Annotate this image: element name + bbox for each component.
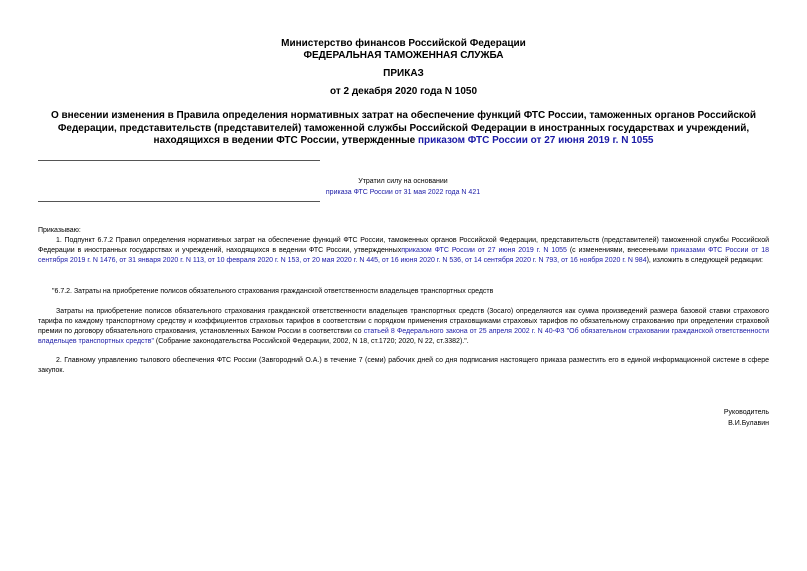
header-block	[0, 38, 807, 62]
signature-block	[569, 407, 769, 429]
document-title	[38, 110, 769, 148]
divider-top	[38, 160, 320, 161]
ministry-name: Министерство финансов Российской Федерации	[281, 38, 526, 49]
paragraph-1	[38, 236, 769, 266]
divider-bottom	[38, 201, 320, 202]
signer-role: Руководитель	[723, 409, 769, 416]
p1-text-c: ), изложить в следующей редакции:	[646, 257, 763, 264]
quote-title: "6.7.2. Затраты на приобретение полисов обязательного страхования гражданской ответственности владельцев транспортных средств	[52, 288, 494, 295]
order-word: Приказываю:	[38, 227, 81, 234]
p1-text-b: (с изменениями, внесенными	[566, 247, 671, 254]
order-type: ПРИКАЗ	[383, 68, 424, 79]
repeal-text: Утратил силу на основании	[358, 178, 448, 185]
quote-paragraph	[38, 307, 769, 347]
p1-text-a: 1. Подпункт 6.7.2 Правил определения нормативных затрат на обеспечение функций ФТС России, таможенных органов Российской Федерации, представительств (представителей) таможенной службы Российской Федерации в иностранных государствах и учреждений, находящихся в ведении ФТС России, утвержденных	[38, 237, 769, 254]
quote-text-b: (Собрание законодательства Российской Федерации, 2002, N 18, ст.1720; 2020, N 22, ст.3382).".	[153, 338, 469, 345]
title-order-link[interactable]: приказом ФТС России от 27 июня 2019 г. N 1055	[417, 135, 654, 146]
service-name: ФЕДЕРАЛЬНАЯ ТАМОЖЕННАЯ СЛУЖБА	[303, 50, 504, 61]
repeal-note	[180, 176, 626, 198]
title-text: О внесении изменения в Правила определения нормативных затрат на обеспечение функций ФТС России, таможенных органов Российской Федерации, представительств (представителей) таможенной службы Российской Федерации в иностранных государствах и учреждений, находящихся в ведении ФТС России, утвержденные	[50, 110, 757, 146]
repeal-order-link[interactable]: приказа ФТС России от 31 мая 2022 года N 421	[325, 189, 481, 196]
order-date: от 2 декабря 2020 года N 1050	[329, 86, 478, 97]
paragraph-2: 2. Главному управлению тылового обеспечения ФТС России (Завгородний О.А.) в течение 7 (семи) рабочих дней со дня подписания настоящего приказа разместить его в единой информационной системе в сфере закупок.	[38, 357, 769, 374]
signer-name: В.И.Булавин	[728, 420, 769, 427]
quote-text-a: Затраты на приобретение полисов обязательного страхования гражданской ответственности владельцев транспортных средств (3осаго) определяются как сумма произведений размера базовой ставки страхового тарифа по каждому транспортному средству и коэффициентов страховых тарифов в соответствии с порядком применения страховщиками страховых тарифов по обязательному страхованию при определении страховой премии по договору обязательного страхования, установленных Банком России в соответствии со	[38, 308, 769, 335]
p1-amendments-link[interactable]: приказами ФТС России от 18 сентября 2019 г. N 1476, от 31 января 2020 г. N 113, от 10 февраля 2020 г. N 153, от 20 мая 2020 г. N 445, от 16 июня 2020 г. N 536, от 14 сентября 2020 г. N 793, от 16 ноября 2020 г. N 984	[38, 247, 770, 264]
p1-order-link[interactable]: приказом ФТС России от 27 июня 2019 г. N 1055	[401, 247, 567, 254]
federal-law-link[interactable]: статьей 8 Федерального закона от 25 апреля 2002 г. N 40-ФЗ "Об обязательном страховании гражданской ответственности владельцев транспортных средств"	[38, 328, 769, 345]
